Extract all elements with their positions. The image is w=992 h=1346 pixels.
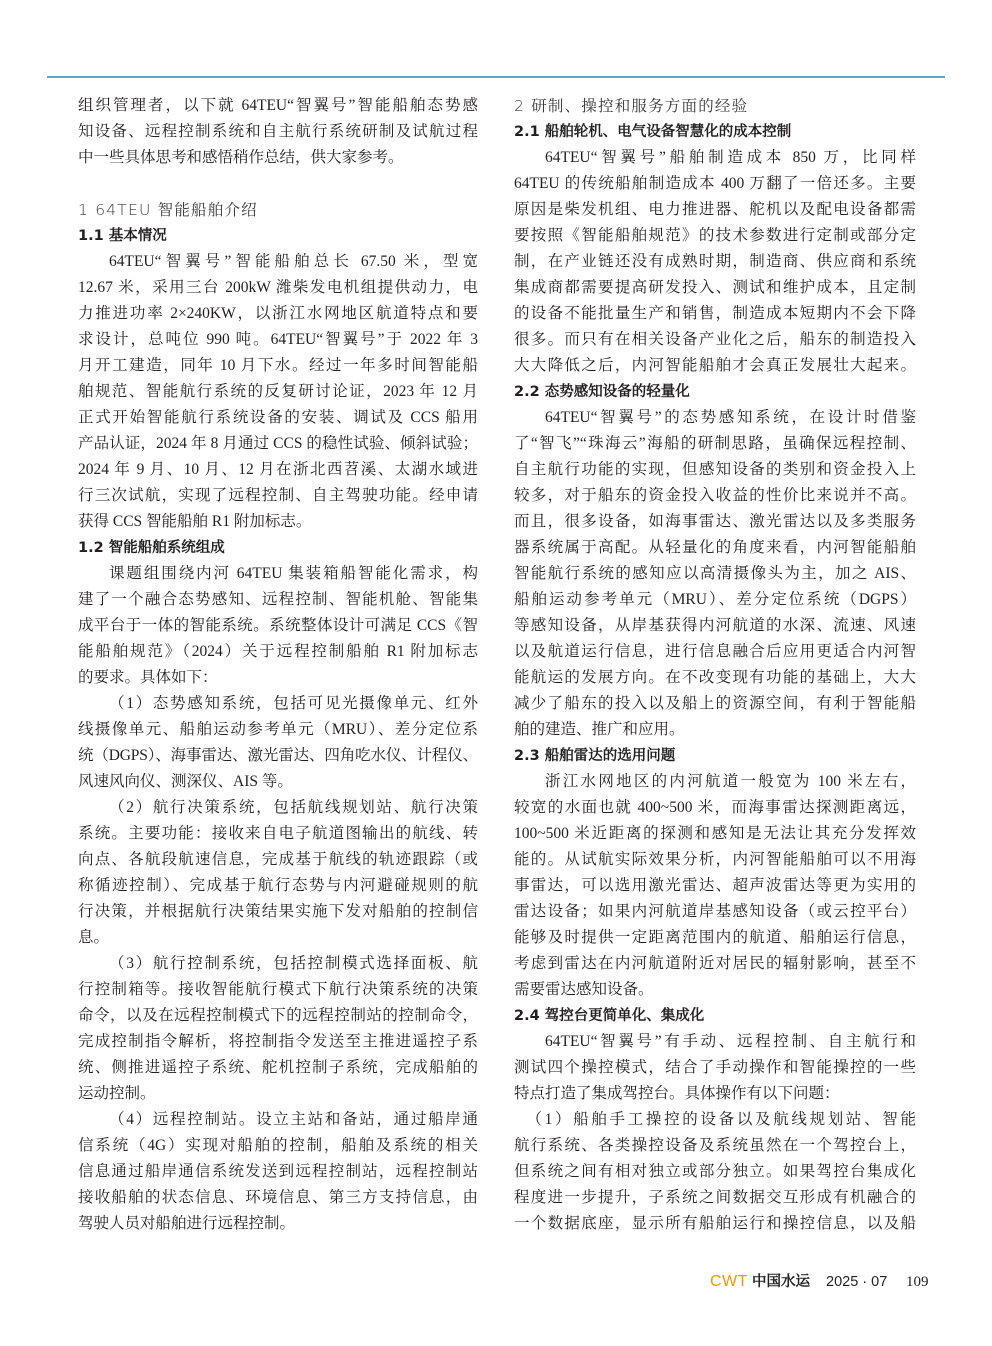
page-number: 109	[906, 1274, 929, 1290]
text-line: 能的。从试航实际效果分析，内河智能船舶可以不用海	[514, 851, 916, 868]
text-line: 浙江水网地区的内河航道一般宽为 100 米左右，	[545, 773, 916, 790]
section-heading: 2 研制、操控和服务方面的经验	[514, 97, 749, 115]
text-line: 64TEU“智翼号”的态势感知系统，在设计时借鉴	[545, 409, 916, 426]
section-heading: 1 64TEU 智能船舶介绍	[78, 201, 258, 219]
paragraph	[514, 145, 916, 379]
text-line: 但系统之间有相对独立或部分独立。如果驾控台集成化	[514, 1163, 916, 1180]
text-line: 2024 年 9 月、10 月、12 月在浙北西苕溪、太湖水域进	[78, 461, 478, 478]
list-item	[78, 795, 478, 951]
text-line: （4）远程控制站。设立主站和备站，通过船岸通	[109, 1111, 478, 1128]
text-line: 自主航行功能的实现，但感知设备的类别和资金投入上	[514, 461, 916, 478]
text-line: 等感知设备，从岸基获得内河航道的水深、流速、风速	[514, 617, 916, 634]
paragraph	[78, 561, 478, 691]
text-line: 向点、各航段航速信息，完成基于航线的轨迹跟踪（或	[78, 851, 478, 868]
text-line: 运动控制。	[78, 1085, 156, 1102]
subsection-heading: 2.2 态势感知设备的轻量化	[514, 384, 690, 400]
text-line: 称循迹控制）、完成基于航行态势与内河避碰规则的航	[78, 877, 478, 894]
right-column	[514, 93, 916, 1237]
text-line: 正式开始智能航行系统设备的安装、调试及 CCS 船用	[78, 409, 478, 426]
paragraph	[514, 405, 916, 743]
text-line: 程度进一步提升，子系统之间数据交互形成有机融合的	[514, 1189, 916, 1206]
text-line: 息。	[78, 929, 110, 946]
text-line: 统、侧推进遥控子系统、舵机控制子系统，完成船舶的	[78, 1059, 478, 1076]
text-line: 事雷达，可以选用激光雷达、超声波雷达等更为实用的	[514, 877, 916, 894]
text-line: 驾驶人员对船舶进行远程控制。	[78, 1215, 296, 1232]
paragraph	[78, 93, 478, 171]
text-line: 了“智飞”“珠海云”海船的研制思路，虽确保远程控制、	[514, 435, 916, 452]
text-line: 64TEU 的传统船舶制造成本 400 万翻了一倍还多。主要	[514, 175, 916, 192]
text-line: 大大降低之后，内河智能船舶才会真正发展壮大起来。	[514, 357, 916, 374]
text-line: 64TEU“智翼号”有手动、远程控制、自主航行和	[545, 1033, 916, 1050]
text-line: 雷达设备；如果内河航道岸基感知设备（或云控平台）	[514, 903, 916, 920]
text-line: 特点打造了集成驾控台。具体操作有以下问题：	[514, 1085, 840, 1102]
text-line: 力推进功率 2×240KW，以浙江水网地区航道特点和要	[78, 305, 478, 322]
text-line: 组织管理者，以下就 64TEU“智翼号”智能船舶态势感	[78, 97, 478, 114]
text-line: 很多。而只有在相关设备产业化之后，船东的制造投入	[514, 331, 916, 348]
subsection-heading: 2.3 船舶雷达的选用问题	[514, 748, 676, 764]
text-line: 统（DGPS）、海事雷达、激光雷达、四角吃水仪、计程仪、	[78, 747, 478, 764]
text-line: 信系统（4G）实现对船舶的控制，船舶及系统的相关	[78, 1137, 478, 1154]
paragraph	[514, 1029, 916, 1107]
text-line: 命令，以及在远程控制模式下的远程控制站的控制命令，	[78, 1007, 478, 1024]
subsection-heading: 2.4 驾控台更简单化、集成化	[514, 1008, 705, 1024]
text-line: 64TEU“智翼号”船舶制造成本 850 万，比同样	[545, 149, 916, 166]
text-line: 中一些具体思考和感悟稍作总结，供大家参考。	[78, 149, 404, 166]
text-line: 完成控制指令解析，将控制指令发送至主推进遥控子系	[78, 1033, 478, 1050]
subsection-heading: 1.1 基本情况	[78, 228, 167, 244]
text-line: 信息通过船岸通信系统发送到远程控制站，远程控制站	[78, 1163, 478, 1180]
text-line: 成平台于一体的智能系统。系统整体设计可满足 CCS《智	[78, 617, 478, 634]
text-line: 行控制箱等。接收智能航行模式下航行决策系统的决策	[78, 981, 478, 998]
text-line: 产品认证，2024 年 8 月通过 CCS 的稳性试验、倾斜试验；	[78, 435, 478, 452]
issue-label: 2025 · 07	[826, 1274, 888, 1290]
subsection-heading: 2.1 船舶轮机、电气设备智慧化的成本控制	[514, 124, 792, 140]
text-line: 智能航行系统的感知应以高清摄像头为主，加之 AIS、	[514, 565, 916, 582]
text-line: 器系统属于高配。从轻量化的角度来看，内河智能船舶	[514, 539, 916, 556]
text-line: 航行系统、各类操控设备及系统虽然在一个驾控台上，	[514, 1137, 916, 1154]
text-line: 风速风向仪、测深仪、AIS 等。	[78, 773, 293, 790]
text-line: 月开工建造，同年 10 月下水。经过一年多时间智能船	[78, 357, 478, 374]
left-column	[78, 93, 478, 1237]
text-line: 知设备、远程控制系统和自主航行系统研制及试航过程	[78, 123, 478, 140]
text-line: 能够及时提供一定距离范围内的航道、船舶运行信息，	[514, 929, 916, 946]
list-item	[78, 1107, 478, 1237]
text-line: 集成商都需要提高研发投入、测试和维护成本，且定制	[514, 279, 916, 296]
text-line: 要按照《智能船舶规范》的技术参数进行定制或部分定	[514, 227, 916, 244]
list-item	[78, 691, 478, 795]
text-line: 12.67 米，采用三台 200kW 潍柴发电机组提供动力，电	[78, 279, 478, 296]
paragraph	[78, 249, 478, 535]
text-line: 64TEU“智翼号”智能船舶总长 67.50 米，型宽	[109, 253, 478, 270]
text-line: 制，在产业链还没有成熟时期，制造商、供应商和系统	[514, 253, 916, 270]
paragraph	[514, 769, 916, 1003]
text-line: 考虑到雷达在内河航道附近对居民的辐射影响，甚至不	[514, 955, 916, 972]
list-item	[514, 1107, 916, 1237]
text-line: （1）船舶手工操控的设备以及航线规划站、智能	[526, 1111, 916, 1128]
text-line: （2）航行决策系统，包括航线规划站、航行决策	[109, 799, 478, 816]
text-line: 以及航道运行信息，进行信息融合后应用更适合内河智	[514, 643, 916, 660]
text-line: 课题组围绕内河 64TEU 集装箱船智能化需求，构	[109, 565, 478, 582]
text-line: 线摄像单元、船舶运动参考单元（MRU）、差分定位系	[78, 721, 478, 738]
text-line: 的设备不能批量生产和销售，制造成本短期内不会下降	[514, 305, 916, 322]
text-line: 能船舶规范》（2024）关于远程控制船舶 R1 附加标志	[78, 643, 478, 660]
subsection-heading: 1.2 智能船舶系统组成	[78, 540, 225, 556]
text-line: 减少了船东的投入以及船上的资源空间，有利于智能船	[514, 695, 916, 712]
journal-logo: CWT	[710, 1273, 748, 1290]
text-line: 行三次试航，实现了远程控制、自主驾驶功能。经申请	[78, 487, 478, 504]
text-line: 100~500 米近距离的探测和感知是无法让其充分发挥效	[514, 825, 916, 842]
text-line: 一个数据底座，显示所有船舶运行和操控信息，以及船	[514, 1215, 916, 1232]
text-line: 而且，很多设备，如海事雷达、激光雷达以及多类服务	[514, 513, 916, 530]
text-line: 系统。主要功能：接收来自电子航道图输出的航线、转	[78, 825, 478, 842]
text-line: 获得 CCS 智能船舶 R1 附加标志。	[78, 513, 312, 530]
paragraph-spacer	[78, 171, 478, 197]
text-line: 船舶运动参考单元（MRU）、差分定位系统（DGPS）	[514, 591, 916, 608]
text-line: 较宽的水面也就 400~500 米，而海事雷达探测距离远，	[514, 799, 916, 816]
text-line: 能航运的发展方向。在不改变现有功能的基础上，大大	[514, 669, 916, 686]
text-line: 舶规范、智能航行系统的反复研讨论证，2023 年 12 月	[78, 383, 478, 400]
text-line: 测试四个操控模式，结合了手动操作和智能操控的一些	[514, 1059, 916, 1076]
header-rule	[47, 76, 945, 78]
text-line: 需要雷达感知设备。	[514, 981, 654, 998]
text-line: （1）态势感知系统，包括可见光摄像单元、红外	[109, 695, 478, 712]
journal-name: 中国水运	[752, 1274, 810, 1290]
text-line: 的要求。具体如下：	[78, 669, 218, 686]
text-line: 建了一个融合态势感知、远程控制、智能机舱、智能集	[78, 591, 478, 608]
text-line: （3）航行控制系统，包括控制模式选择面板、航	[109, 955, 478, 972]
text-line: 舶的建造、推广和应用。	[514, 721, 685, 738]
text-line: 接收船舶的状态信息、环境信息、第三方支持信息，由	[78, 1189, 478, 1206]
text-line: 求设计，总吨位 990 吨。64TEU“智翼号”于 2022 年 3	[78, 331, 478, 348]
text-line: 原因是柴发机组、电力推进器、舵机以及配电设备都需	[514, 201, 916, 218]
list-item	[78, 951, 478, 1107]
text-line: 行决策，并根据航行决策结果实施下发对船舶的控制信	[78, 903, 478, 920]
text-line: 较多，对于船东的资金投入收益的性价比来说并不高。	[514, 487, 916, 504]
